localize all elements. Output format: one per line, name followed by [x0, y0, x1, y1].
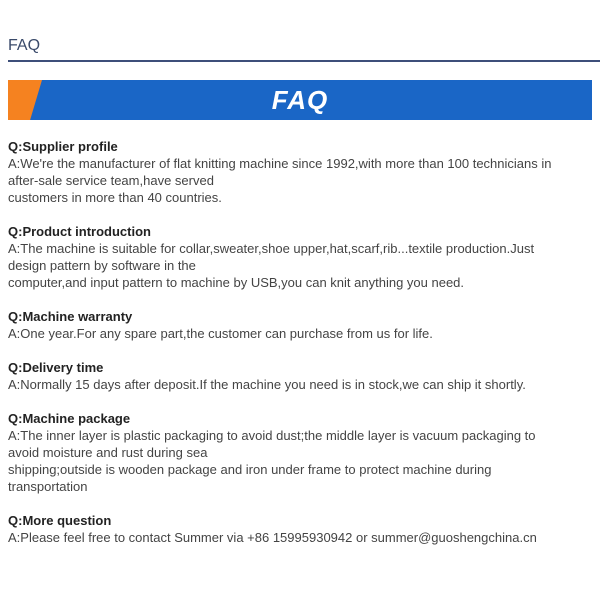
- faq-question: Q:Machine warranty: [8, 309, 133, 324]
- faq-item-product-introduction: [8, 223, 596, 291]
- page-heading: FAQ: [8, 37, 41, 54]
- faq-answer-line: transportation: [8, 479, 88, 494]
- faq-answer-line: design pattern by software in the: [8, 258, 196, 273]
- faq-answer-line: avoid moisture and rust during sea: [8, 445, 208, 460]
- faq-banner: [8, 80, 592, 120]
- faq-item-more-question: [8, 512, 596, 546]
- heading-divider: [8, 60, 600, 62]
- faq-item-supplier-profile: [8, 138, 596, 206]
- faq-item-machine-warranty: [8, 308, 596, 342]
- faq-question: Q:Supplier profile: [8, 139, 118, 154]
- faq-list: [8, 138, 596, 563]
- faq-answer-line: customers in more than 40 countries.: [8, 190, 222, 205]
- faq-answer-line: after-sale service team,have served: [8, 173, 214, 188]
- faq-question: Q:Product introduction: [8, 224, 151, 239]
- faq-answer-line: computer,and input pattern to machine by USB,you can knit anything you need.: [8, 275, 465, 290]
- faq-answer-line: A:One year.For any spare part,the customer can purchase from us for life.: [8, 326, 433, 341]
- faq-answer-line: A:Normally 15 days after deposit.If the machine you need is in stock,we can ship it shortly.: [8, 377, 526, 392]
- faq-answer-line: A:The machine is suitable for collar,sweater,shoe upper,hat,scarf,rib...textile production.Just: [8, 241, 535, 256]
- banner-title: FAQ: [271, 85, 329, 115]
- faq-answer-line: A:Please feel free to contact Summer via +86 15995930942 or summer@guoshengchina.cn: [8, 530, 537, 545]
- faq-question: Q:Delivery time: [8, 360, 104, 375]
- faq-item-machine-package: [8, 410, 596, 495]
- faq-question: Q:Machine package: [8, 411, 131, 426]
- faq-question: Q:More question: [8, 513, 112, 528]
- faq-item-delivery-time: [8, 359, 596, 393]
- faq-answer-line: A:The inner layer is plastic packaging to avoid dust;the middle layer is vacuum packaging to: [8, 428, 536, 443]
- faq-answer-line: shipping;outside is wooden package and iron under frame to protect machine during: [8, 462, 492, 477]
- faq-answer-line: A:We're the manufacturer of flat knitting machine since 1992,with more than 100 technicians in: [8, 156, 552, 171]
